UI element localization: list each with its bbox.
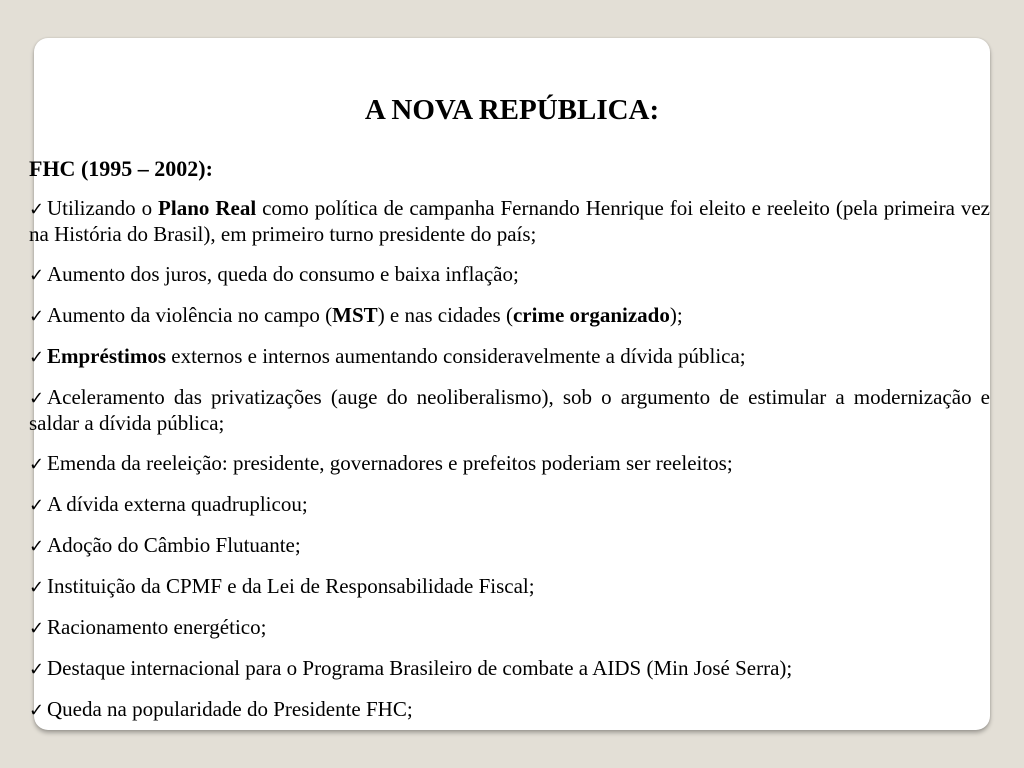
checkmark-icon: ✓ xyxy=(29,577,45,598)
bullet-item xyxy=(29,615,990,641)
bullet-item xyxy=(29,656,990,682)
bullet-item xyxy=(29,574,990,600)
bullet-text: Emenda da reeleição: presidente, governadores e prefeitos poderiam ser reeleitos; xyxy=(47,451,733,475)
checkmark-icon: ✓ xyxy=(29,199,45,220)
bullet-text: A dívida externa quadruplicou; xyxy=(47,492,308,516)
bullet-text: como política de campanha Fernando Henrique foi eleito e reeleito (pela primeira vez na História do Brasil), em primeiro turno presidente do país; xyxy=(29,196,990,246)
checkmark-icon: ✓ xyxy=(29,347,45,368)
checkmark-icon: ✓ xyxy=(29,306,45,327)
slide-subtitle: FHC (1995 – 2002): xyxy=(29,156,213,181)
bullet-list xyxy=(29,196,990,738)
bullet-text: Aumento dos juros, queda do consumo e baixa inflação; xyxy=(47,262,519,286)
bullet-emphasis: Empréstimos xyxy=(47,344,166,368)
checkmark-icon: ✓ xyxy=(29,495,45,516)
bullet-item xyxy=(29,196,990,247)
bullet-text: ); xyxy=(669,303,683,327)
checkmark-icon: ✓ xyxy=(29,536,45,557)
bullet-item xyxy=(29,451,990,477)
bullet-emphasis: MST xyxy=(332,303,378,327)
slide-title: A NOVA REPÚBLICA: xyxy=(364,94,660,126)
bullet-text: Adoção do Câmbio Flutuante; xyxy=(47,533,301,557)
bullet-text: Racionamento energético; xyxy=(47,615,267,639)
checkmark-icon: ✓ xyxy=(29,454,45,475)
bullet-text: Utilizando o xyxy=(47,196,159,220)
bullet-item xyxy=(29,344,990,370)
bullet-item xyxy=(29,385,990,436)
checkmark-icon: ✓ xyxy=(29,618,45,639)
bullet-text: Aceleramento das privatizações (auge do neoliberalismo), sob o argumento de estimular a modernização e saldar a dívida pública; xyxy=(29,385,990,435)
bullet-item xyxy=(29,262,990,288)
bullet-text: ) e nas cidades ( xyxy=(377,303,513,327)
checkmark-icon: ✓ xyxy=(29,265,45,286)
bullet-emphasis: crime organizado xyxy=(512,303,670,327)
bullet-text: externos e internos aumentando consideravelmente a dívida pública; xyxy=(166,344,746,368)
checkmark-icon: ✓ xyxy=(29,659,45,680)
bullet-item xyxy=(29,303,990,329)
checkmark-icon: ✓ xyxy=(29,388,45,409)
bullet-text: Queda na popularidade do Presidente FHC; xyxy=(47,697,413,721)
bullet-text: Instituição da CPMF e da Lei de Responsabilidade Fiscal; xyxy=(47,574,535,598)
bullet-item xyxy=(29,533,990,559)
checkmark-icon: ✓ xyxy=(29,700,45,721)
bullet-text: Destaque internacional para o Programa Brasileiro de combate a AIDS (Min José Serra); xyxy=(47,656,793,680)
bullet-item xyxy=(29,492,990,518)
bullet-item xyxy=(29,697,990,723)
slide xyxy=(29,38,990,730)
bullet-text: Aumento da violência no campo ( xyxy=(47,303,333,327)
bullet-emphasis: Plano Real xyxy=(158,196,257,220)
